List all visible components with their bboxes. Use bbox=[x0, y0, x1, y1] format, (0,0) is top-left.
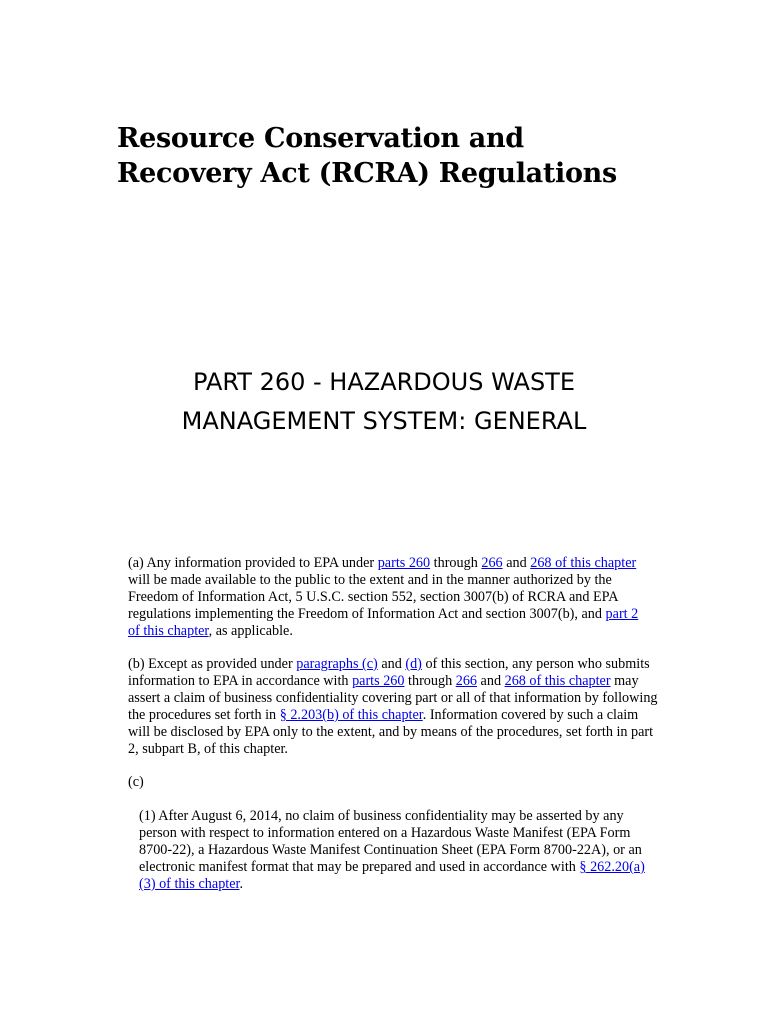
link-part-268[interactable]: 268 of this chapter bbox=[504, 673, 611, 689]
paragraph-b-text-3: of this section, any person who submits information to EPA in accordance with bbox=[128, 656, 650, 689]
paragraph-b-text-2: and bbox=[377, 656, 406, 672]
paragraph-b-text-1: (b) Except as provided under bbox=[128, 656, 297, 672]
link-section-262-20[interactable]: § 262.20(a)(3) of this chapter bbox=[139, 859, 645, 892]
link-section-2-203b[interactable]: § 2.203(b) of this chapter bbox=[279, 707, 423, 723]
link-part-2[interactable]: part 2 of this chapter bbox=[128, 606, 639, 639]
paragraph-c-1 bbox=[139, 808, 659, 893]
paragraph-b-text-4: through bbox=[404, 673, 456, 689]
link-paragraph-d[interactable]: (d) bbox=[405, 656, 422, 672]
link-parts-260[interactable]: parts 260 bbox=[352, 673, 405, 689]
paragraph-a-text-3: and bbox=[502, 555, 531, 571]
link-part-268[interactable]: 268 of this chapter bbox=[530, 555, 637, 571]
paragraph-b-text-5: and bbox=[477, 673, 505, 689]
paragraph-b-text-6: may assert a claim of business confidentiality covering part or all of that information by following the procedures set forth in bbox=[128, 673, 658, 723]
link-part-266[interactable]: 266 bbox=[481, 555, 503, 571]
part-heading-line-2: MANAGEMENT SYSTEM: GENERAL bbox=[181, 407, 587, 435]
paragraph-c1-text-1: (1) After August 6, 2014, no claim of business confidentiality may be asserted by any person with respect to information entered on a Hazardous Waste Manifest (EPA Form 8700-22), a Hazardous Waste Manifest Continuation Sheet (EPA Form 8700-22A), or an electronic manifest format that may be prepared and used in accordance with bbox=[139, 808, 642, 875]
paragraph-b bbox=[128, 656, 658, 758]
link-paragraph-c[interactable]: paragraphs (c) bbox=[296, 656, 378, 672]
paragraph-a-text-1: (a) Any information provided to EPA under bbox=[128, 555, 378, 571]
part-heading bbox=[0, 363, 768, 441]
paragraph-a-text-2: through bbox=[430, 555, 482, 571]
paragraph-a-text-4: will be made available to the public to the extent and in the manner authorized by the Freedom of Information Act, 5 U.S.C. section 552, section 3007(b) of RCRA and EPA regulations implementing the Freedom of Information Act and section 3007(b), and bbox=[128, 572, 618, 622]
part-heading-line-1: PART 260 - HAZARDOUS WASTE bbox=[193, 368, 575, 396]
paragraph-c-label: (c) bbox=[128, 774, 144, 790]
link-part-266[interactable]: 266 bbox=[455, 673, 477, 689]
paragraph-a-text-5: , as applicable. bbox=[208, 623, 293, 639]
paragraph-c1-text-2: . bbox=[239, 876, 244, 892]
paragraph-a bbox=[128, 555, 648, 640]
document-title: Resource Conservation and Recovery Act (RCRA) Regulations bbox=[117, 123, 617, 189]
paragraph-b-text-7: . Information covered by such a claim will be disclosed by EPA only to the extent, and by means of the procedures, set forth in part 2, subpart B, of this chapter. bbox=[128, 707, 654, 757]
link-parts-260[interactable]: parts 260 bbox=[377, 555, 431, 571]
